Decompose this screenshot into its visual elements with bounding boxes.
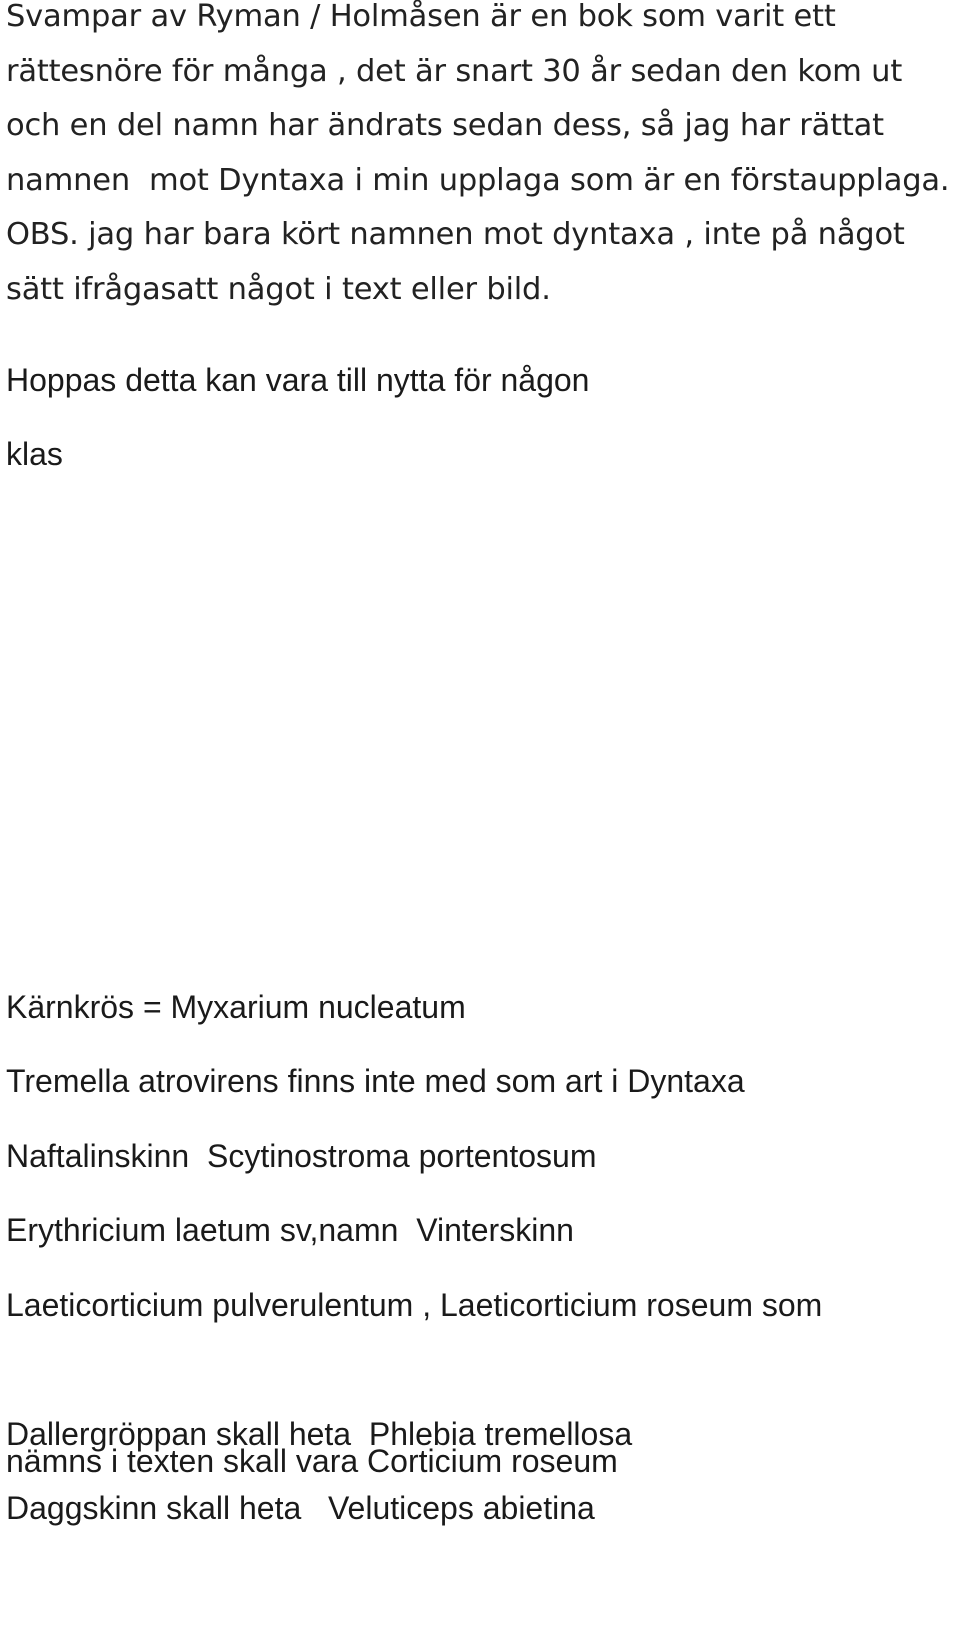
note-line: Naftalinskinn Scytinostroma portentosum [6,1138,597,1174]
note-line: Laeticorticium pulverulentum , Laeticorticium roseum som [6,1287,823,1323]
intro-line: namnen mot Dyntaxa i min upplaga som är en förstaupplaga. [6,162,950,198]
note-line: Tremella atrovirens finns inte med som art i Dyntaxa [6,1063,745,1099]
note-line: nämns i texten skall vara Corticium roseum [6,1443,618,1479]
intro-line: rättesnöre för många , det är snart 30 år sedan den kom ut [6,53,903,89]
note-line: Erythricium laetum sv,namn Vinterskinn [6,1212,574,1248]
closing-line: Hoppas detta kan vara till nytta för någon [6,362,590,398]
intro-paragraph [6,0,956,317]
note-daggskinn [6,1378,595,1638]
note-line: Dallergröppan skall heta Phlebia tremellosa [6,1416,633,1452]
intro-line: och en del namn har ändrats sedan dess, så jag har rättat [6,108,884,143]
note-line: Daggskinn skall heta Veluticeps abietina [6,1490,595,1526]
signature: klas [6,436,63,472]
intro-line: OBS. jag har bara kört namnen mot dyntaxa , inte på något [6,217,905,252]
intro-line: sätt ifrågasatt något i text eller bild. [6,271,551,307]
note-line: Kärnkrös = Myxarium nucleatum [6,989,466,1025]
intro-line: Svampar av Ryman / Holmåsen är en bok som varit ett [6,0,836,34]
